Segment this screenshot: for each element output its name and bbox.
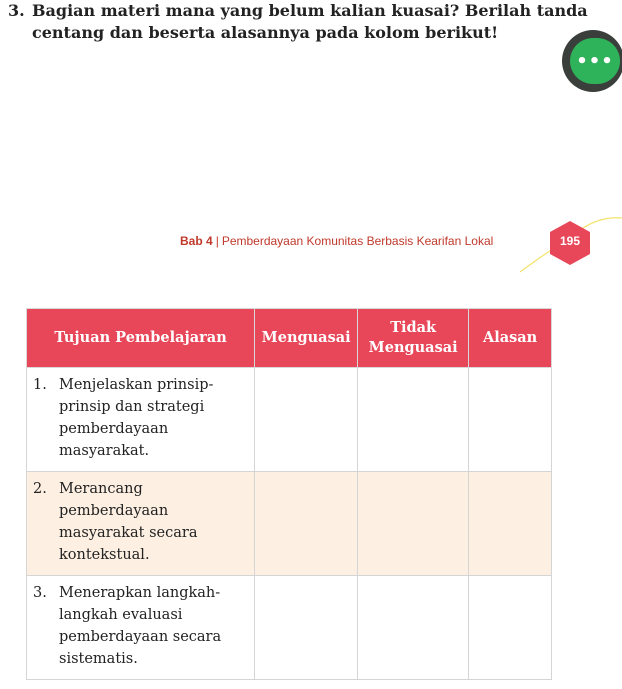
objective-text: Menjelaskan prinsip-prinsip dan strategi pemberdayaan masyarakat. bbox=[59, 377, 214, 459]
reason-cell[interactable] bbox=[469, 472, 552, 576]
header-not-mastered: Tidak Menguasai bbox=[358, 309, 469, 368]
not-mastered-checkbox-cell[interactable] bbox=[358, 576, 469, 680]
objective-text: Merancang pemberdayaan masyarakat secara kontekstual. bbox=[59, 481, 198, 563]
objective-cell bbox=[27, 576, 255, 680]
objective-number: 3. bbox=[33, 585, 47, 601]
more-options-button[interactable] bbox=[562, 30, 622, 92]
header-mastered: Menguasai bbox=[255, 309, 358, 368]
page-footer bbox=[0, 228, 622, 268]
footer-separator: | bbox=[215, 234, 219, 248]
mastered-checkbox-cell[interactable] bbox=[255, 472, 358, 576]
objective-cell bbox=[27, 368, 255, 472]
reason-cell[interactable] bbox=[469, 576, 552, 680]
mastered-checkbox-cell[interactable] bbox=[255, 368, 358, 472]
question-text-line1: Bagian materi mana yang belum kalian kuasai? Berilah tanda bbox=[32, 1, 588, 20]
header-reason: Alasan bbox=[469, 309, 552, 368]
question-text-line2: centang dan beserta alasannya pada kolom berikut! bbox=[32, 23, 499, 42]
page-number-badge bbox=[547, 220, 593, 266]
header-objective: Tujuan Pembelajaran bbox=[27, 309, 255, 368]
not-mastered-checkbox-cell[interactable] bbox=[358, 368, 469, 472]
chapter-title: Pemberdayaan Komunitas Berbasis Kearifan Lokal bbox=[221, 234, 494, 248]
table-row bbox=[27, 472, 552, 576]
objective-cell bbox=[27, 472, 255, 576]
learning-objectives-table bbox=[26, 308, 552, 680]
page-number: 195 bbox=[559, 234, 581, 248]
not-mastered-checkbox-cell[interactable] bbox=[358, 472, 469, 576]
objective-text: Menerapkan langkah-langkah evaluasi pemberdayaan secara sistematis. bbox=[59, 585, 222, 667]
footer-label bbox=[180, 234, 493, 248]
table-row bbox=[27, 368, 552, 472]
question-block bbox=[8, 0, 608, 44]
objective-number: 1. bbox=[33, 377, 47, 393]
objective-number: 2. bbox=[33, 481, 47, 497]
question-number: 3. bbox=[8, 1, 25, 20]
reason-cell[interactable] bbox=[469, 368, 552, 472]
mastered-checkbox-cell[interactable] bbox=[255, 576, 358, 680]
table-row bbox=[27, 576, 552, 680]
ellipsis-icon: ••• bbox=[570, 38, 620, 84]
table-header-row bbox=[27, 309, 552, 368]
chapter-label: Bab 4 bbox=[180, 234, 213, 248]
